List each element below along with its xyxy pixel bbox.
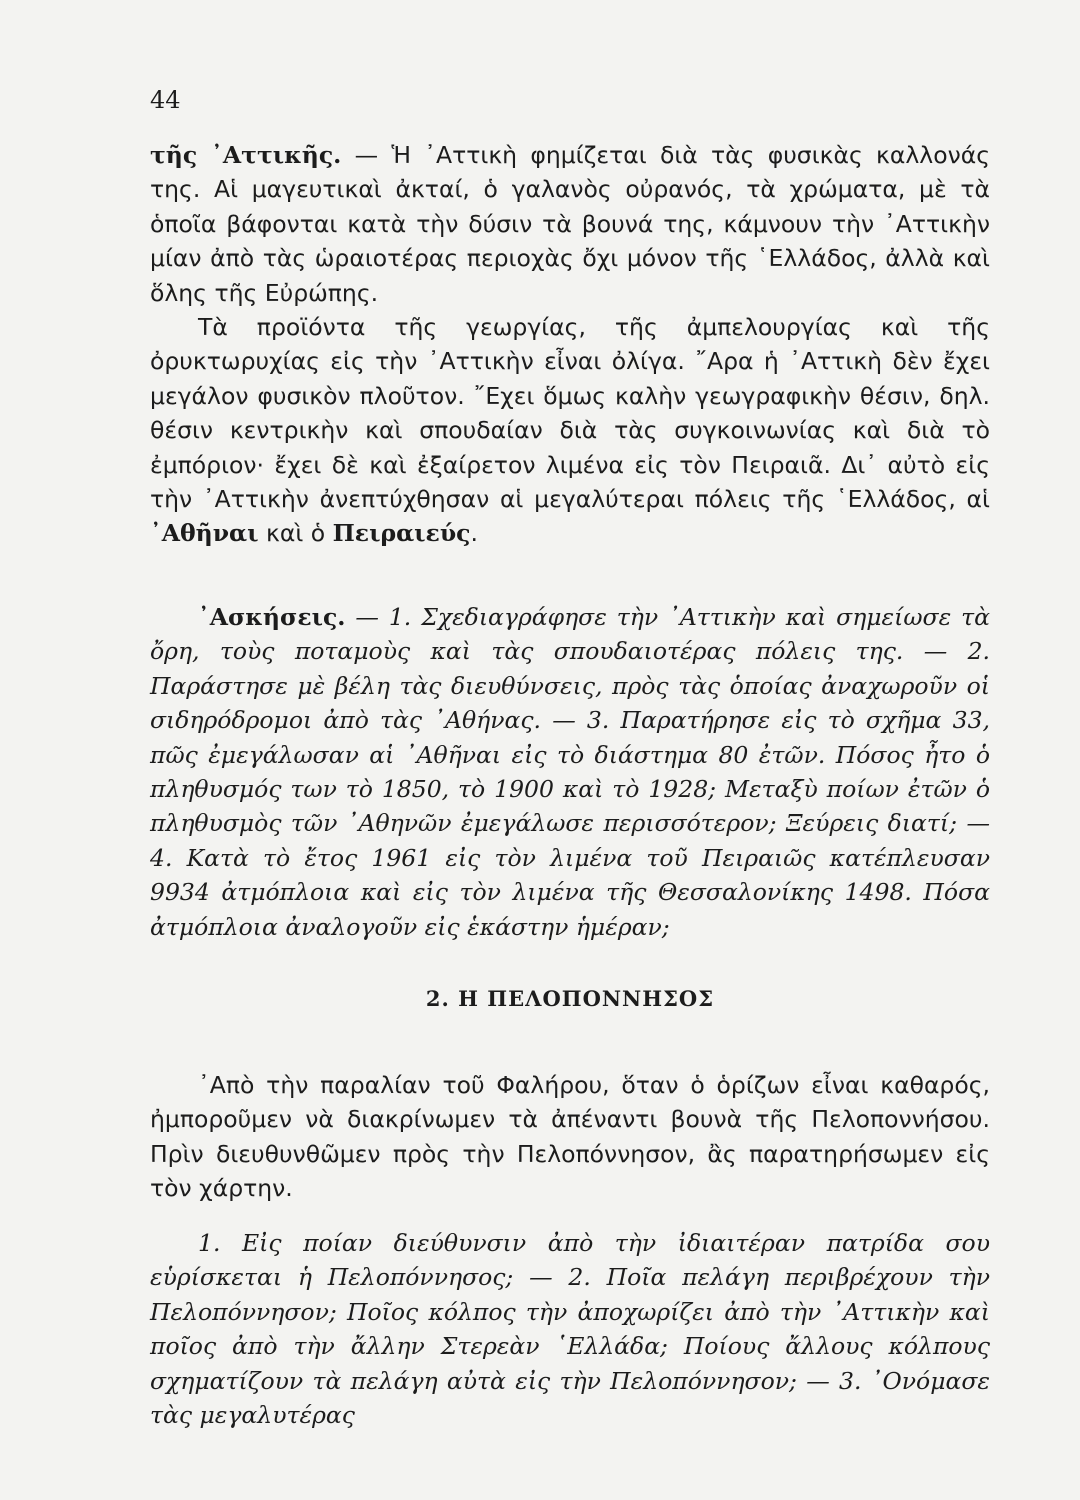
attica-paragraph-2-mid: καὶ ὁ: [258, 519, 333, 548]
peloponnese-intro: [150, 1068, 990, 1206]
exercises-paragraph: [150, 600, 990, 944]
peloponnese-questions-text: 1. Εἰς ποίαν διεύθυνσιν ἀπὸ τὴν ἰδιαιτέραν πατρίδα σου εὑρίσκεται ἡ Πελοπόννησος; — 2. Ποῖα πελάγη περιβρέχουν τὴν Πελοπόννησον; Ποῖος κόλπος τὴν ἀποχωρίζει ἀπὸ τὴν ᾽Αττικὴν καὶ ποῖος ἀπὸ τὴν ἄλλην Στερεὰν ῾Ελλάδα; Ποίους ἄλλους κόλπους σχηματίζουν τὰ πελάγη αὐτὰ εἰς τὴν Πελοπόννησον; — 3. ᾽Ονόμασε τὰς μεγαλυτέρας: [150, 1229, 990, 1430]
attica-paragraph-2-text: Τὰ προϊόντα τῆς γεωργίας, τῆς ἀμπελουργίας καὶ τῆς ὀρυκτωρυχίας εἰς τὴν ᾽Αττικὴν εἶναι ὀλίγα. ῎Αρα ἡ ᾽Αττικὴ δὲν ἔχει μεγάλον φυσικὸν πλοῦτον. ῎Εχει ὅμως καλὴν γεωγραφικὴν θέσιν, δηλ. θέσιν κεντρικὴν καὶ σπουδαίαν διὰ τὰς συγκοινωνίας καὶ διὰ τὸ ἐμπόριον· ἔχει δὲ καὶ ἐξαίρετον λιμένα εἰς τὸν Πειραιᾶ. Δι᾽ αὐτὸ εἰς τὴν ᾽Αττικὴν ἀνεπτύχθησαν αἱ μεγαλύτεραι πόλεις τῆς ῾Ελλάδος, αἱ: [150, 313, 990, 514]
attica-paragraph-1: [150, 138, 990, 310]
peloponnese-questions: [150, 1226, 990, 1432]
section-heading: 2. Η ΠΕΛΟΠΟΝΝΗΣΟΣ: [425, 986, 715, 1011]
piraeus-name: Πειραιεύς: [332, 519, 471, 548]
exercises-text: — 1. Σχεδιαγράφησε τὴν ᾽Αττικὴν καὶ σημείωσε τὰ ὄρη, τοὺς ποταμοὺς καὶ τὰς σπουδαιοτέρας πόλεις της. — 2. Παράστησε μὲ βέλη τὰς διευθύνσεις, πρὸς τὰς ὁποίας ἀναχωροῦν οἱ σιδηρόδρομοι ἀπὸ τὰς ᾽Αθήνας. — 3. Παρατήρησε εἰς τὸ σχῆμα 33, πῶς ἐμεγάλωσαν αἱ ᾽Αθῆναι εἰς τὸ διάστημα 80 ἐτῶν. Πόσος ἦτο ὁ πληθυσμός των τὸ 1850, τὸ 1900 καὶ τὸ 1928; Μεταξὺ ποίων ἐτῶν ὁ πληθυσμὸς τῶν ᾽Αθηνῶν ἐμεγάλωσε περισσότερον; Ξεύρεις διατί; — 4. Κατὰ τὸ ἔτος 1961 εἰς τὸν λιμένα τοῦ Πειραιῶς κατέπλευσαν 9934 ἀτμόπλοια καὶ εἰς τὸν λιμένα τῆς Θεσσαλονίκης 1498. Πόσα ἀτμόπλοια ἀναλογοῦν εἰς ἑκάστην ἡμέραν;: [150, 603, 990, 941]
attica-paragraph-2-end: .: [470, 519, 478, 548]
attica-paragraph-2: [150, 310, 990, 551]
athens-name: ᾽Αθῆναι: [150, 519, 259, 548]
attica-heading: τῆς ᾽Αττικῆς.: [150, 141, 342, 169]
attica-paragraph-1-text: — Ἡ ᾽Αττικὴ φημίζεται διὰ τὰς φυσικὰς καλλονάς της. Αἱ μαγευτικαὶ ἀκταί, ὁ γαλανὸς οὐρανός, τὰ χρώματα, μὲ τὰ ὁποῖα βάφονται κατὰ τὴν δύσιν τὰ βουνά της, κάμνουν τὴν ᾽Αττικὴν μίαν ἀπὸ τὰς ὡραιοτέρας περιοχὰς ὄχι μόνον τῆς ῾Ελλάδος, ἀλλὰ καὶ ὅλης τῆς Εὐρώπης.: [150, 141, 990, 307]
exercises-section: [150, 600, 990, 944]
peloponnese-intro-text: ᾽Απὸ τὴν παραλίαν τοῦ Φαλήρου, ὅταν ὁ ὁρίζων εἶναι καθαρός, ἠμποροῦμεν νὰ διακρίνωμεν τὰ ἀπέναντι βουνὰ τῆς Πελοποννήσου. Πρὶν διευθυνθῶμεν πρὸς τὴν Πελοπόννησον, ἂς παρατηρήσωμεν εἰς τὸν χάρτην.: [150, 1071, 990, 1203]
page-number: 44: [150, 86, 181, 114]
exercises-label: ᾽Ασκήσεις.: [198, 603, 346, 631]
attica-section: [150, 138, 990, 551]
